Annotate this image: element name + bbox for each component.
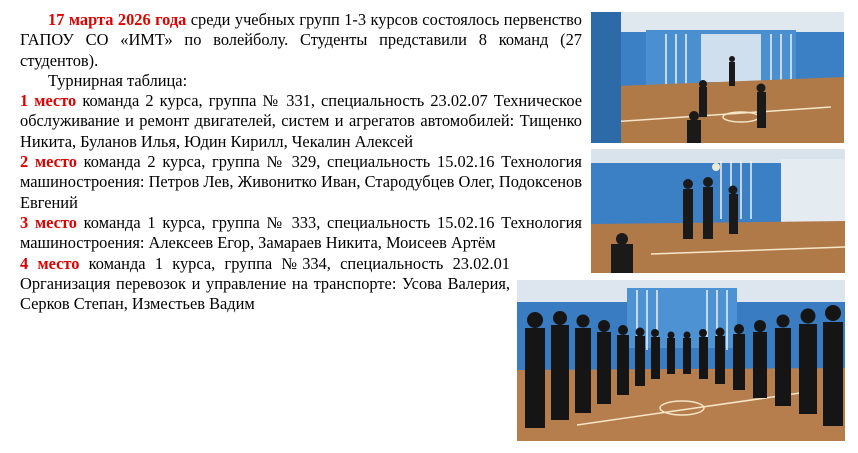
place-1-text: команда 2 курса, группа № 331, специальность 23.02.07 Техническое обслуживание и ремонт двигателей, систем и агрегатов автомобилей: Тищенко Никита, Буланов Илья, Юдин Кирилл, Чекалин Алексей	[20, 91, 582, 151]
intro-paragraph	[20, 10, 582, 71]
place-3-entry	[20, 213, 582, 254]
place-2-label: 2 место	[20, 152, 77, 172]
volleyball-game-photo-2	[591, 149, 845, 273]
place-2-entry	[20, 152, 582, 213]
place-4-entry	[20, 254, 510, 315]
place-1-label: 1 место	[20, 91, 77, 111]
place-3-text: команда 1 курса, группа № 333, специальность 15.02.16 Технология машиностроения: Алексеев Егор, Замараев Никита, Моисеев Артём	[20, 212, 582, 253]
event-date: 17 марта 2026 года	[48, 10, 187, 29]
place-1-entry	[20, 91, 582, 152]
intro-text: среди учебных групп 1-3 курсов состоялось первенство ГАПОУ СО «ИМТ» по волейболу. Студенты представили 8 команд (27 студентов).	[20, 10, 582, 70]
volleyball-game-photo-1	[591, 12, 844, 143]
place-3-label: 3 место	[20, 212, 77, 232]
place-4-label: 4 место	[20, 253, 80, 273]
teams-group-photo	[517, 280, 845, 441]
place-4-text: команда 1 курса, группа №334, специальность 23.02.01 Организация перевозок и управление на транспорте: Усова Валерия, Серков Степан, Изместьев Вадим	[20, 253, 510, 314]
place-2-text: команда 2 курса, группа № 329, специальность 15.02.16 Технология машиностроения: Петров Лев, Живонитко Иван, Стародубцев Олег, Подоксенов Евгений	[20, 152, 582, 212]
table-heading: Турнирная таблица:	[48, 70, 188, 90]
article-text	[20, 10, 582, 314]
